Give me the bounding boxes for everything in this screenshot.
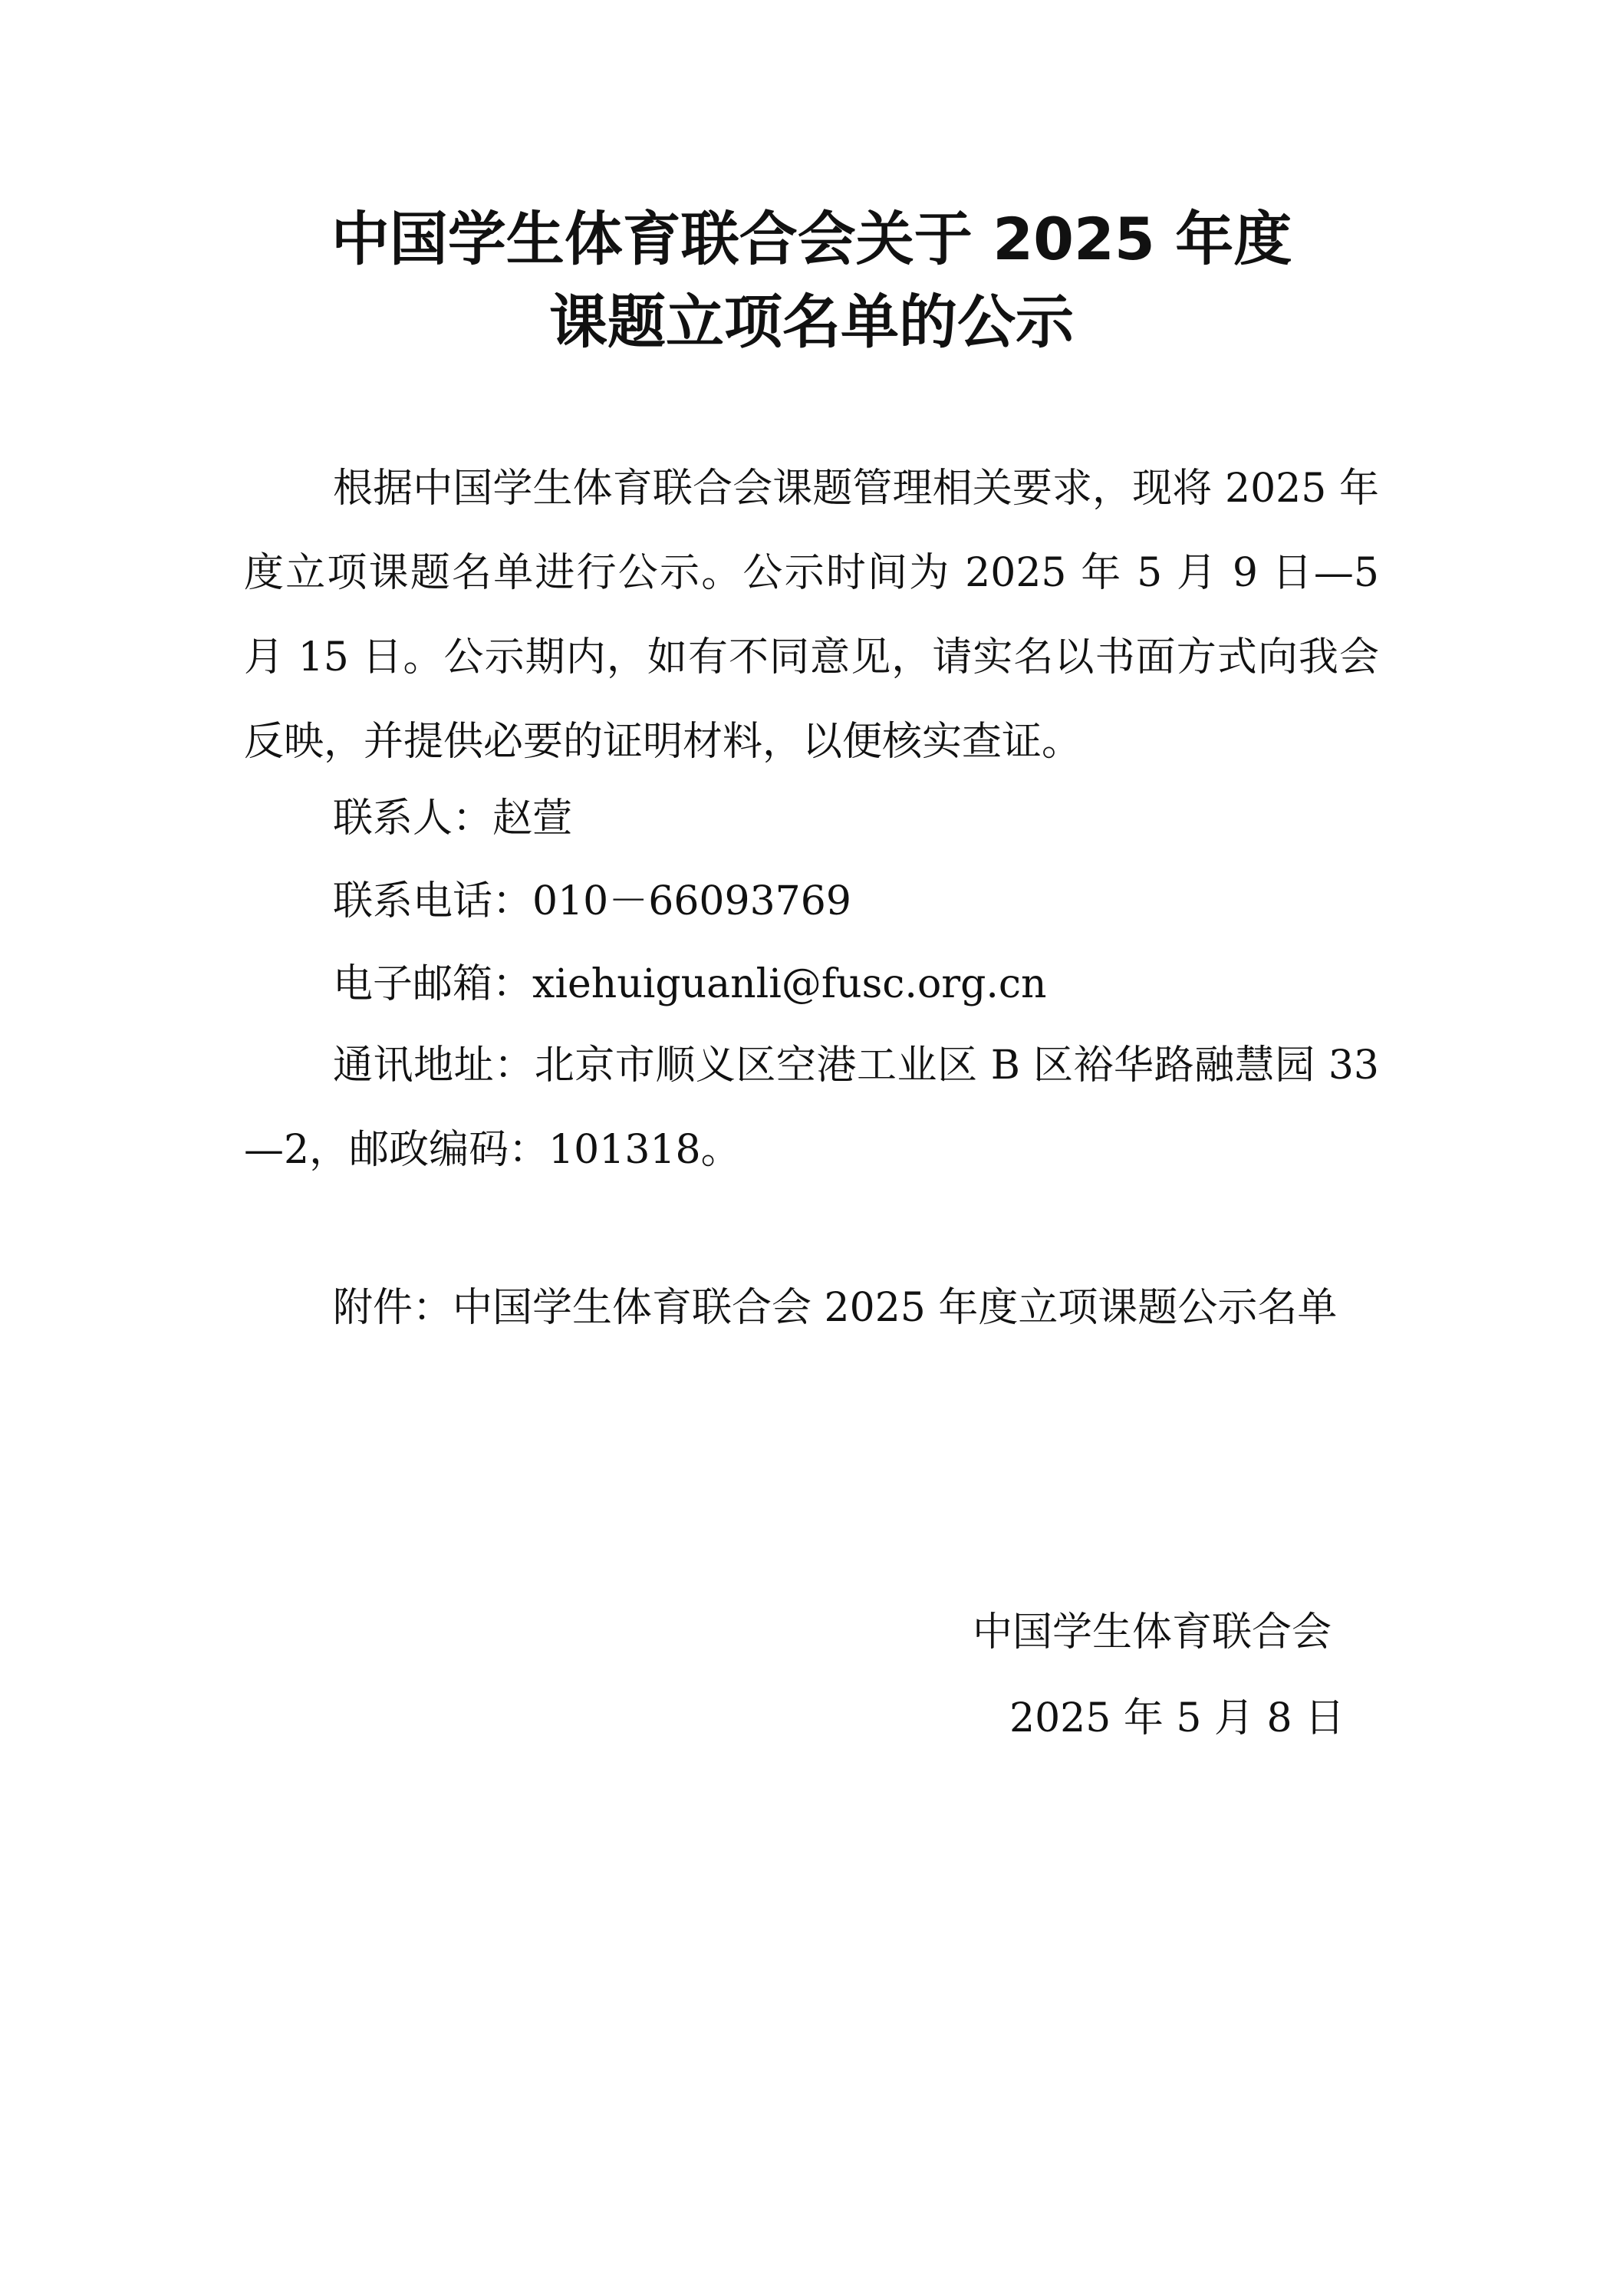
signature-organization: 中国学生体育联合会 [973, 1609, 1332, 1655]
announcement-body: 根据中国学生体育联合会课题管理相关要求，现将 2025 年度立项课题名单进行公示。公示时间为 2025 年 5 月 9 日—5 月 15 日。公示期内，如有不同意见，请实名以书面方式向我会反映，并提供必要的证明材料，以便核实查证。 [244, 466, 1379, 765]
document-title-line-2: 课题立项名单的公示 [549, 288, 1074, 356]
attachment-note: 附件：中国学生体育联合会 2025 年度立项课题公示名单 [333, 1285, 1338, 1331]
mailing-address: 通讯地址：北京市顺义区空港工业区 B 区裕华路融慧园 33—2，邮政编码：101318。 [244, 1043, 1379, 1173]
document-title-line-1: 中国学生体育联合会关于 2025 年度 [331, 205, 1292, 273]
contact-phone: 联系电话：010－66093769 [333, 878, 851, 924]
signature-date: 2025 年 5 月 8 日 [1009, 1695, 1345, 1741]
contact-email: 电子邮箱：xiehuiguanli@fusc.org.cn [333, 961, 1047, 1007]
contact-person: 联系人：赵萱 [333, 796, 573, 842]
